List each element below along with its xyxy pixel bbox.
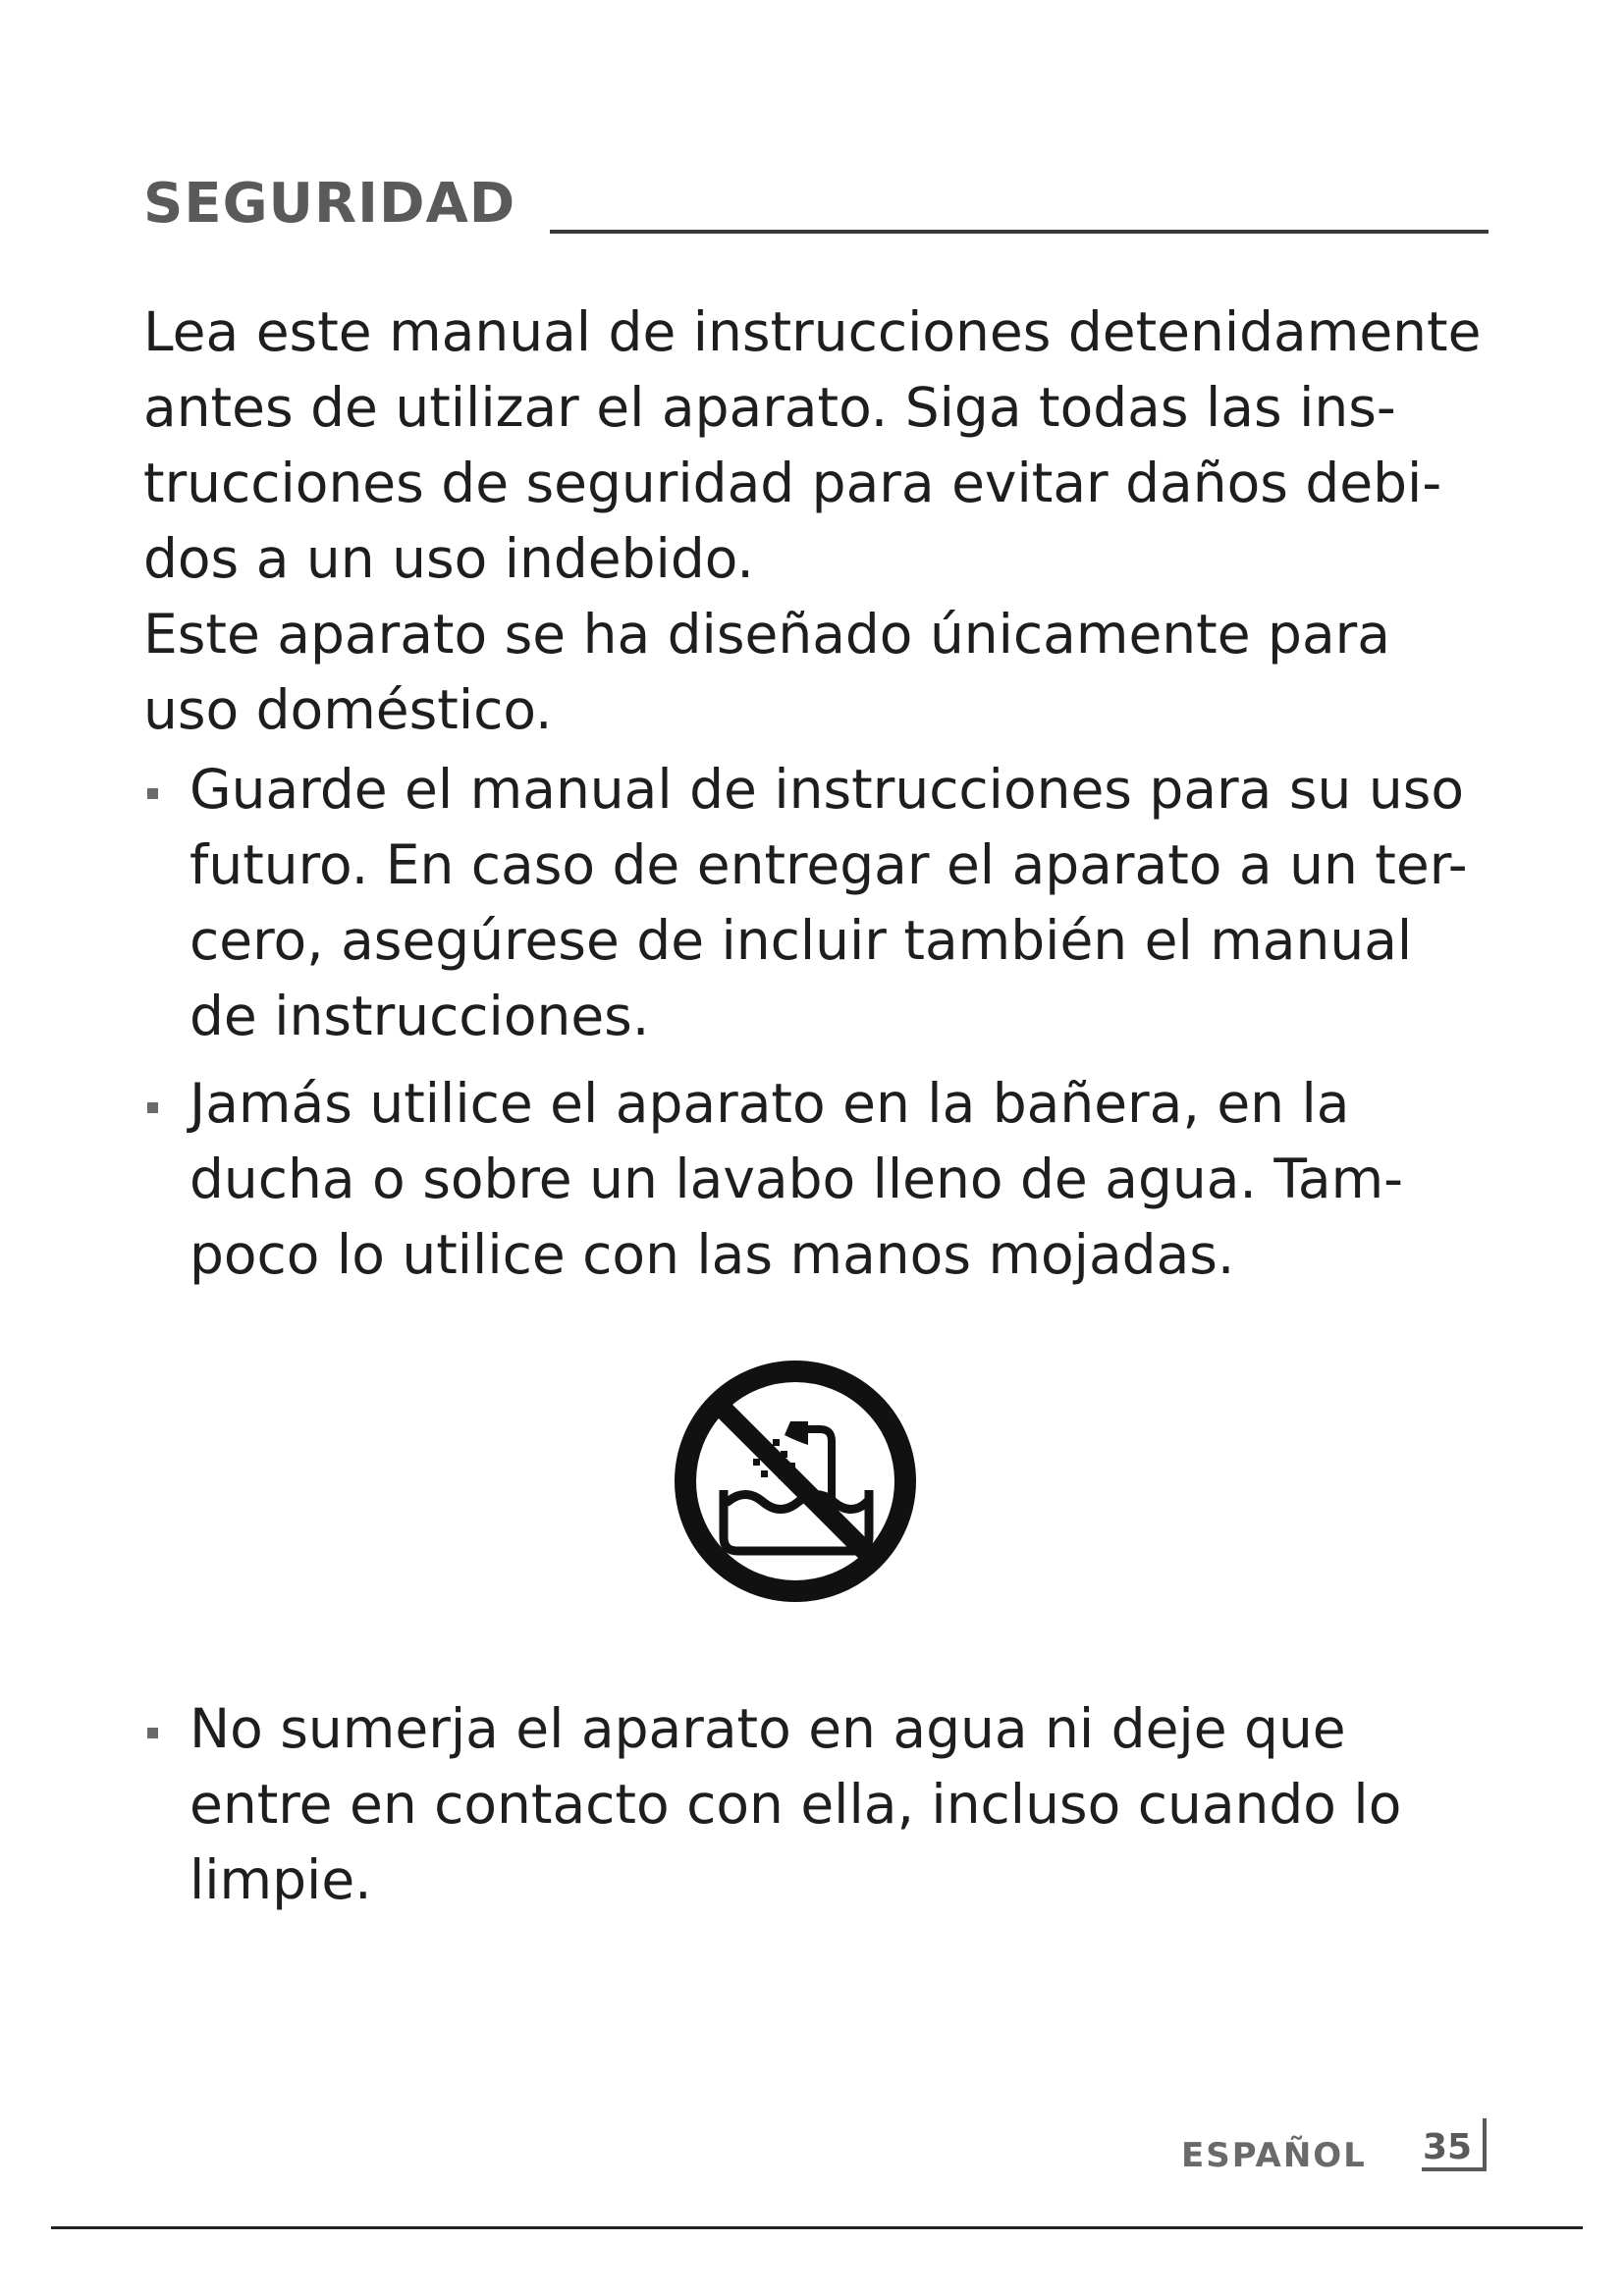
bullet-square-icon — [147, 1102, 158, 1113]
page-bottom-rule — [51, 2226, 1583, 2229]
intro-line: trucciones de seguridad para evitar daños debi- — [143, 452, 1442, 514]
shower-head-icon — [785, 1421, 808, 1445]
footer-language-label: ESPAÑOL — [1181, 2136, 1367, 2175]
section-title-rule — [550, 230, 1489, 234]
bullet-line: futuro. En caso de entregar el aparato a un ter- — [189, 833, 1468, 896]
section-title: SEGURIDAD — [143, 172, 516, 236]
bullet-line: Jamás utilice el aparato en la bañera, en la — [189, 1072, 1350, 1135]
bullet-list-continued — [143, 1687, 1498, 1918]
page-number-rule-vertical — [1483, 2118, 1487, 2171]
prohibition-sign-graphic — [671, 1357, 920, 1606]
bullet-line: Guarde el manual de instrucciones para su uso — [189, 758, 1465, 821]
bullet-line: ducha o sobre un lavabo lleno de agua. Tam- — [189, 1148, 1403, 1210]
intro-line: Lea este manual de instrucciones detenidamente — [143, 300, 1482, 363]
bullet-line: No sumerja el aparato en agua ni deje que — [189, 1697, 1346, 1760]
bullet-square-icon — [147, 1728, 158, 1738]
bullet-line: de instrucciones. — [189, 985, 650, 1047]
intro-line: Este aparato se ha diseñado únicamente para — [143, 603, 1390, 666]
intro-paragraph — [143, 294, 1498, 748]
bullet-item — [143, 752, 1498, 1054]
bullet-line: limpie. — [189, 1848, 372, 1911]
page-number-rule-horizontal — [1422, 2167, 1487, 2171]
bullet-square-icon — [147, 788, 158, 799]
intro-line: dos a un uso indebido. — [143, 527, 754, 590]
content-body — [143, 294, 1498, 1293]
bullet-line: cero, asegúrese de incluir también el manual — [189, 909, 1413, 972]
bullet-item — [143, 1066, 1498, 1293]
bullet-line: entre en contacto con ella, incluso cuando lo — [189, 1773, 1402, 1836]
bullet-item — [143, 1691, 1498, 1918]
intro-line: antes de utilizar el aparato. Siga todas las ins- — [143, 376, 1396, 439]
page-number: 35 — [1423, 2127, 1473, 2167]
bullet-line: poco lo utilice con las manos mojadas. — [189, 1223, 1235, 1286]
no-bath-shower-icon — [671, 1357, 920, 1606]
section-header — [143, 169, 1489, 240]
safety-bullet-list — [143, 752, 1498, 1293]
intro-line: uso doméstico. — [143, 678, 553, 741]
